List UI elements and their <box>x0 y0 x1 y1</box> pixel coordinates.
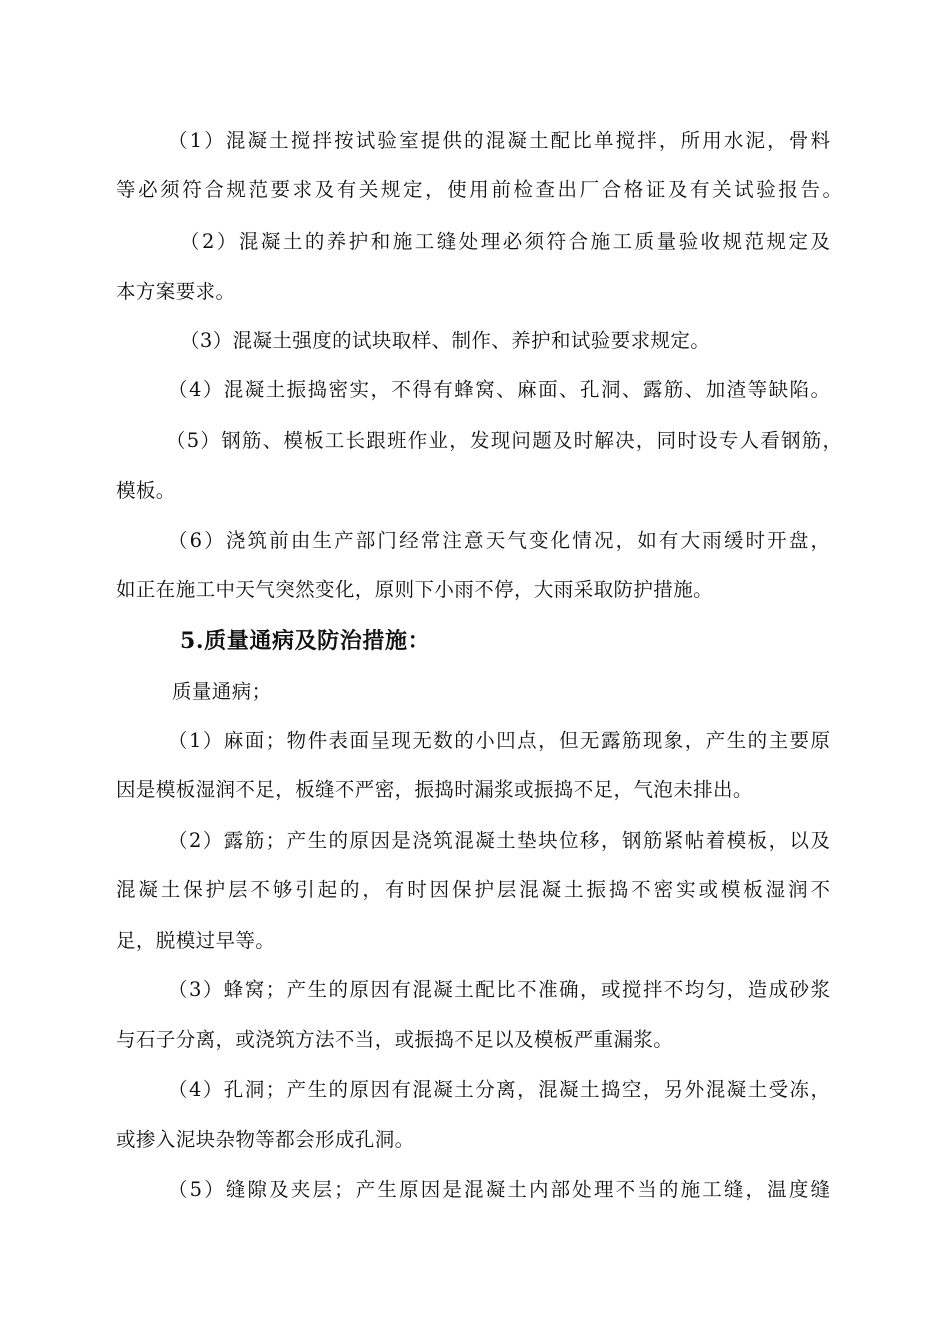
defect-4-line-2: 或掺入泥块杂物等都会形成孔洞。 <box>116 1128 415 1151</box>
defect-1-line-2: 因是模板湿润不足，板缝不严密，振捣时漏浆或振捣不足，气泡未排出。 <box>116 778 753 801</box>
defect-2-line-1: （2）露筋；产生的原因是浇筑混凝土垫块位移，钢筋紧帖着模板，以及 <box>168 829 830 852</box>
paragraph-1-line-1: （1）混凝土搅拌按试验室提供的混凝土配比单搅拌，所用水泥，骨料 <box>168 129 830 152</box>
defect-5-line-1: （5）缝隙及夹层；产生原因是混凝土内部处理不当的施工缝，温度缝 <box>168 1178 830 1201</box>
paragraph-5-line-2: 模板。 <box>116 479 176 502</box>
defect-3-line-2: 与石子分离，或浇筑方法不当，或振捣不足以及模板严重漏浆。 <box>116 1028 674 1051</box>
defect-3-line-1: （3）蜂窝；产生的原因有混凝土配比不准确，或搅拌不均匀，造成砂浆 <box>168 978 830 1001</box>
defect-2-line-3: 足，脱模过早等。 <box>116 929 276 952</box>
paragraph-1-line-2: 等必须符合规范要求及有关规定，使用前检查出厂合格证及有关试验报告。 <box>116 178 842 201</box>
section-heading: 5.质量通病及防治措施： <box>180 628 431 654</box>
paragraph-5-line-1: （5）钢筋、模板工长跟班作业，发现问题及时解决，同时设专人看钢筋， <box>166 429 842 452</box>
paragraph-6-line-2: 如正在施工中天气突然变化，原则下小雨不停，大雨采取防护措施。 <box>116 578 714 601</box>
paragraph-3-line-1: （3）混凝土强度的试块取样、制作、养护和试验要求规定。 <box>180 329 711 352</box>
paragraph-4-line-1: （4）混凝土振捣密实，不得有蜂窝、麻面、孔洞、露筋、加渣等缺陷。 <box>168 378 830 401</box>
paragraph-6-line-1: （6）浇筑前由生产部门经常注意天气变化情况，如有大雨缓时开盘， <box>168 529 830 552</box>
defect-4-line-1: （4）孔洞；产生的原因有混凝土分离，混凝土捣空，另外混凝土受冻， <box>168 1078 830 1101</box>
paragraph-2-line-1: （2）混凝土的养护和施工缝处理必须符合施工质量验收规范规定及 <box>180 230 830 253</box>
subheading-quality-defects: 质量通病； <box>172 680 272 703</box>
paragraph-2-line-2: 本方案要求。 <box>116 280 236 303</box>
defect-1-line-1: （1）麻面；物件表面呈现无数的小凹点，但无露筋现象，产生的主要原 <box>168 729 830 752</box>
defect-2-line-2: 混凝土保护层不够引起的，有时因保护层混凝土振捣不密实或模板湿润不 <box>116 878 830 901</box>
